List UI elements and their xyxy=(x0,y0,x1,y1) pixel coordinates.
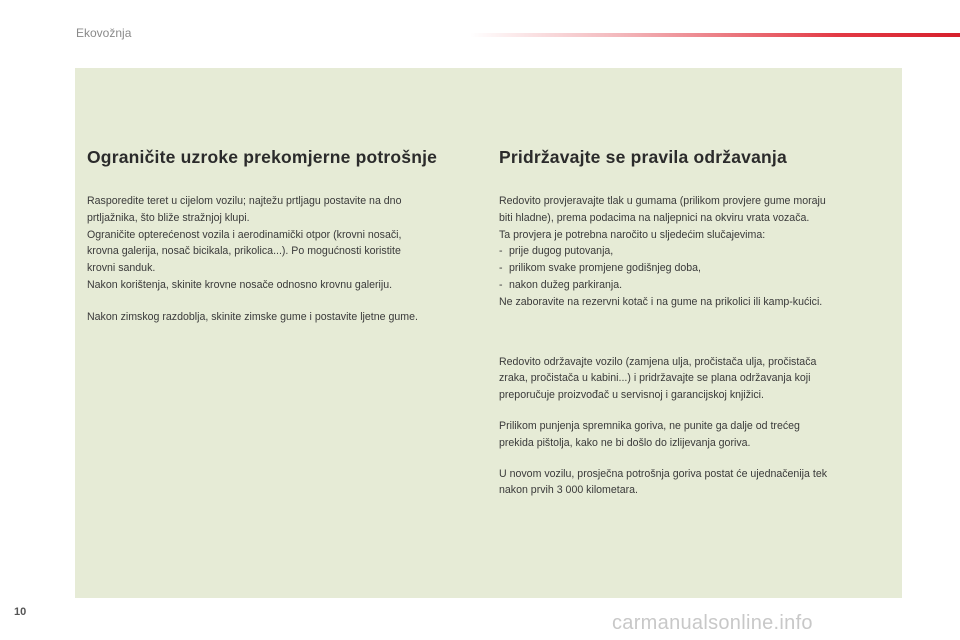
check-conditions-list xyxy=(499,243,889,293)
right-after-list: Ne zaboravite na rezervni kotač i na gume na prikolici ili kamp-kućici. xyxy=(499,295,823,308)
content-panel xyxy=(75,68,902,598)
right-intro: Redovito provjeravajte tlak u gumama (prilikom provjere gume moraju biti hladne), prema podacima na naljepnici na okviru vrata vozača. Ta provjera je potrebna naročito u sljedećim slučajevima: xyxy=(499,195,826,241)
list-item: - nakon dužeg parkiranja. xyxy=(499,277,889,294)
right-heading: Pridržavajte se pravila održavanja xyxy=(499,147,787,167)
list-item: - prije dugog putovanja, xyxy=(499,243,889,260)
left-heading: Ograničite uzroke prekomjerne potrošnje xyxy=(87,147,438,167)
right-column xyxy=(499,147,889,499)
watermark: carmanualsonline.info xyxy=(612,612,813,634)
list-item: - prilikom svake promjene godišnjeg doba, xyxy=(499,260,889,277)
page-number: 10 xyxy=(14,606,27,618)
section-label: Ekovožnja xyxy=(76,26,132,40)
left-column xyxy=(87,147,482,326)
left-paragraph-1: Rasporedite teret u cijelom vozilu; najtežu prtljagu postavite na dno prtljažnika, što bliže stražnjoj klupi. Ograničite opterećenost vozila i aerodinamički otpor (krovni nosači, krovna galerija, nosač bicikala, prikolica...). Po mogućnosti koristite krovni sanduk. Nakon korištenja, skinite krovne nosače odnosno krovnu galeriju. xyxy=(87,195,402,291)
right-paragraph-4: U novom vozilu, prosječna potrošnja goriva postat će ujednačenija tek nakon prvih 3 000 kilometara. xyxy=(499,467,828,497)
right-paragraph-2: Redovito održavajte vozilo (zamjena ulja, pročistača ulja, pročistača zraka, pročistača u kabini...) i pridržavajte se plana održavanja koji preporučuje proizvođač u servisnoj i garancijskoj knjižici. xyxy=(499,355,817,402)
header-accent-bar xyxy=(470,33,960,37)
left-paragraph-2: Nakon zimskog razdoblja, skinite zimske gume i postavite ljetne gume. xyxy=(87,310,418,323)
right-paragraph-3: Prilikom punjenja spremnika goriva, ne punite ga dalje od trećeg prekida pištolja, kako ne bi došlo do izlijevanja goriva. xyxy=(499,419,800,449)
